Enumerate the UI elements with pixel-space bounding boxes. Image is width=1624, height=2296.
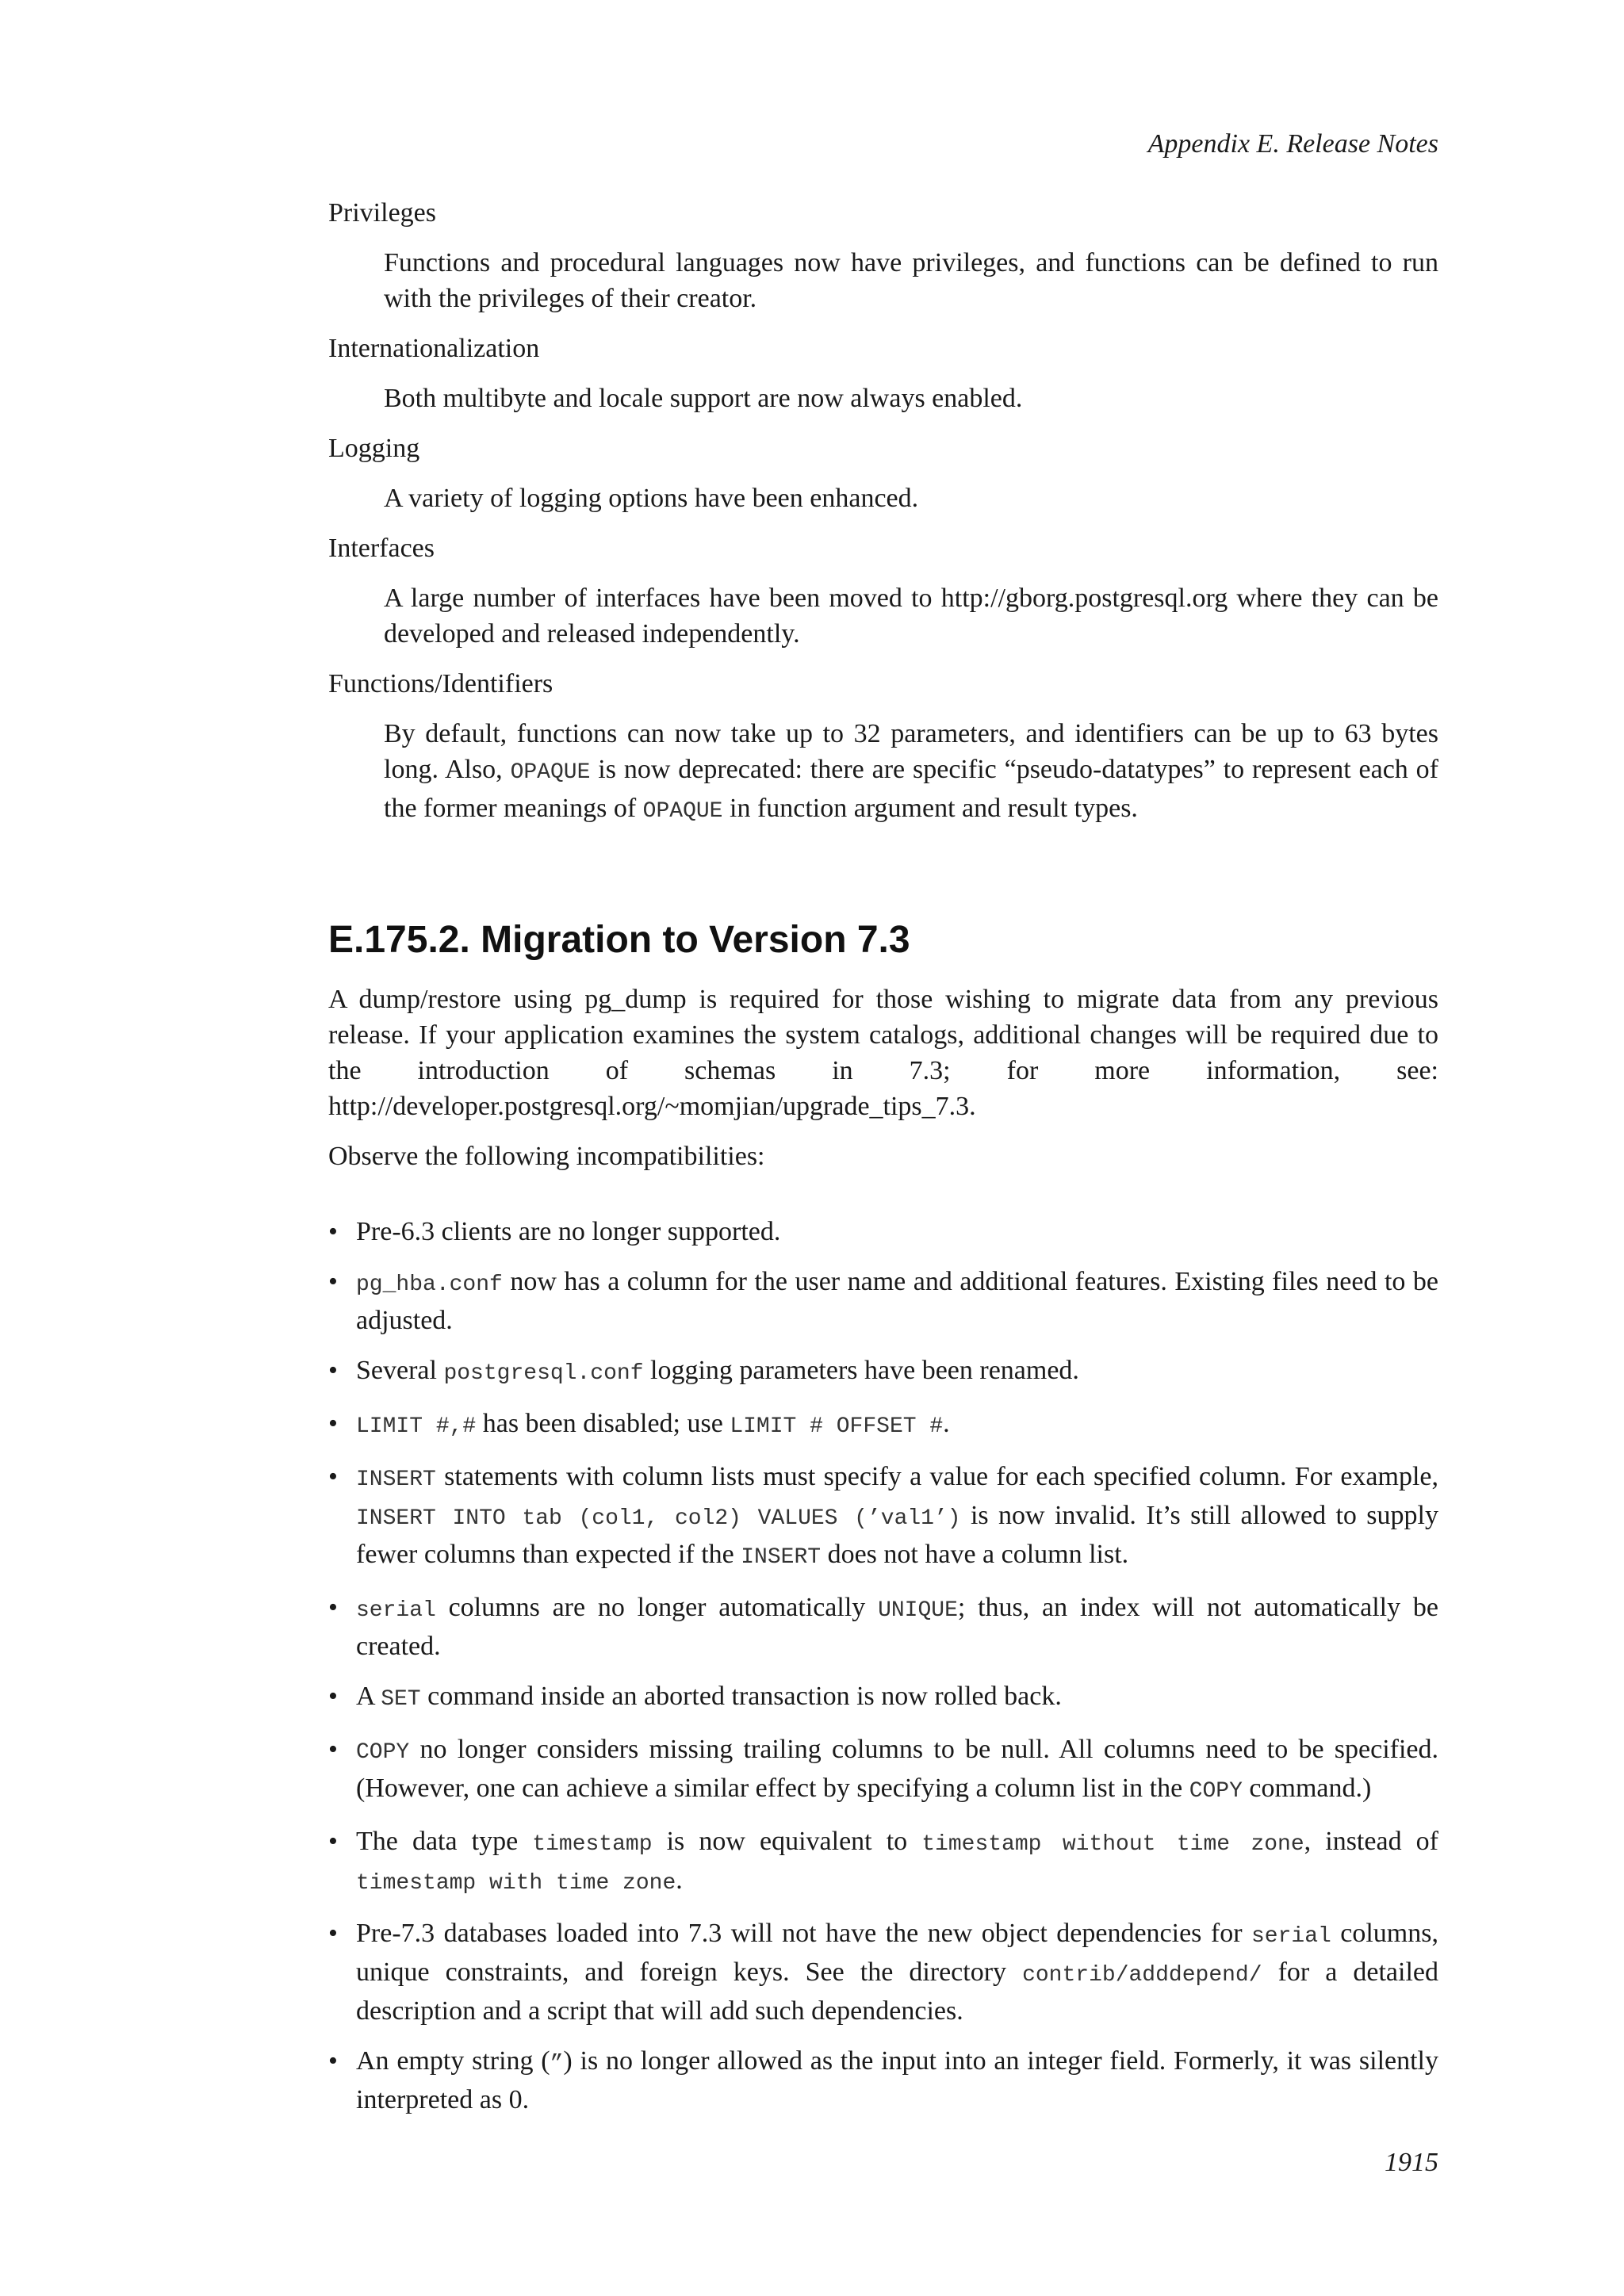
def-functions-identifiers xyxy=(384,716,1438,829)
text: columns are no longer automatically xyxy=(435,1593,879,1622)
text: now has a column for the user name and additional features. Existing files need to be adjusted. xyxy=(356,1267,1438,1335)
code: timestamp without time zone xyxy=(921,1832,1304,1857)
code: LIMIT #,# xyxy=(356,1414,477,1439)
text: The data type xyxy=(356,1827,533,1856)
code: LIMIT # OFFSET # xyxy=(730,1414,944,1439)
def-interfaces: A large number of interfaces have been moved to http://gborg.postgresql.org where they can be developed and released independently. xyxy=(384,584,1438,649)
bullet-icon: • xyxy=(328,1735,338,1764)
bullet-icon: • xyxy=(328,1356,338,1385)
term-functions-identifiers: Functions/Identifiers xyxy=(328,669,553,698)
text: Several xyxy=(356,1356,444,1385)
text: . xyxy=(676,1866,683,1895)
section-heading: E.175.2. Migration to Version 7.3 xyxy=(328,919,910,961)
code: INSERT xyxy=(741,1545,822,1570)
bullet-icon: • xyxy=(328,1217,338,1246)
bullet-icon: • xyxy=(328,1919,338,1948)
text: ; thus, an index will not automatically be created. xyxy=(356,1593,1438,1661)
text: for a detailed description and a script that will add such dependencies. xyxy=(356,1957,1438,2026)
list-item xyxy=(328,1214,1438,1249)
bullet-icon: • xyxy=(328,1593,338,1622)
list-item xyxy=(328,1823,1438,1901)
text: columns, unique constraints, and foreign keys. See the directory xyxy=(356,1919,1438,1987)
bullet-icon: • xyxy=(328,2046,338,2076)
list-item xyxy=(328,1459,1438,1575)
text: in function argument and result types. xyxy=(722,794,1138,823)
list-item xyxy=(328,1406,1438,1445)
code: pg_hba.conf xyxy=(356,1272,503,1297)
text: is now invalid. It’s still allowed to supply fewer columns than expected if the xyxy=(356,1501,1438,1569)
list-item xyxy=(328,1678,1438,1717)
text: By default, functions can now take up to 32 parameters, and identifiers can be up to 63 bytes long. Also, xyxy=(384,719,1438,784)
def-logging: A variety of logging options have been enhanced. xyxy=(384,484,919,513)
text: , instead of xyxy=(1304,1827,1438,1856)
bullet-icon: • xyxy=(328,1409,338,1438)
text: . xyxy=(943,1409,950,1438)
code: SET xyxy=(381,1687,421,1712)
migration-paragraph: A dump/restore using pg_dump is required for those wishing to migrate data from any previous release. If your application examines the system catalogs, additional changes will be required due to the introduction of schemas in 7.3; for more information, see: http://developer.postgresql.org/~momjian/upgrade_tips_7.3. xyxy=(328,985,1438,1121)
text: statements with column lists must specify a value for each specified column. For example, xyxy=(435,1462,1438,1491)
code: UNIQUE xyxy=(878,1598,958,1623)
incompatibilities-intro: Observe the following incompatibilities: xyxy=(328,1142,765,1171)
text: logging parameters have been renamed. xyxy=(643,1356,1079,1385)
code: INSERT INTO tab (col1, col2) VALUES (’val1’) xyxy=(356,1506,961,1531)
term-internationalization: Internationalization xyxy=(328,334,540,363)
text: is now equivalent to xyxy=(652,1827,922,1856)
list-item xyxy=(328,1353,1438,1391)
term-logging: Logging xyxy=(328,434,420,463)
list-item xyxy=(328,1915,1438,2029)
code: serial xyxy=(356,1598,436,1623)
definition-list xyxy=(328,195,1438,829)
text: Pre-6.3 clients are no longer supported. xyxy=(356,1217,781,1246)
code: contrib/adddepend/ xyxy=(1022,1963,1262,1988)
text: is now deprecated: there are specific “pseudo-datatypes” to represent each of the former meanings of xyxy=(384,755,1438,823)
page-number: 1915 xyxy=(1385,2148,1438,2177)
def-privileges: Functions and procedural languages now have privileges, and functions can be defined to run with the privileges of their creator. xyxy=(384,248,1438,313)
term-privileges: Privileges xyxy=(328,198,436,228)
code: COPY xyxy=(1189,1779,1243,1804)
incompatibilities-list xyxy=(328,1214,1438,2118)
list-item xyxy=(328,2043,1438,2118)
bullet-icon: • xyxy=(328,1682,338,1711)
def-internationalization: Both multibyte and locale support are now always enabled. xyxy=(384,384,1023,413)
term-interfaces: Interfaces xyxy=(328,534,435,563)
text: command inside an aborted transaction is now rolled back. xyxy=(420,1682,1062,1711)
text: ) is no longer allowed as the input into an integer field. Formerly, it was silently interpreted as 0. xyxy=(356,2046,1438,2114)
text: has been disabled; use xyxy=(476,1409,730,1438)
code-opaque: OPAQUE xyxy=(510,760,591,785)
code: timestamp with time zone xyxy=(356,1871,676,1896)
list-item xyxy=(328,1264,1438,1338)
running-header: Appendix E. Release Notes xyxy=(1147,129,1438,159)
list-item xyxy=(328,1590,1438,1664)
bullet-icon: • xyxy=(328,1827,338,1856)
code: serial xyxy=(1251,1924,1331,1949)
text: does not have a column list. xyxy=(821,1540,1129,1569)
code: timestamp xyxy=(532,1832,653,1857)
bullet-icon: • xyxy=(328,1267,338,1296)
text: no longer considers missing trailing columns to be null. All columns need to be specified. (However, one can achieve a similar effect by specifying a column list in the xyxy=(356,1735,1438,1803)
code-opaque: OPAQUE xyxy=(642,799,723,824)
page-content xyxy=(328,195,1438,2132)
code: INSERT xyxy=(356,1468,436,1492)
code: ” xyxy=(550,2052,564,2076)
text: command.) xyxy=(1242,1774,1372,1803)
code: COPY xyxy=(356,1740,410,1765)
text: A xyxy=(356,1682,381,1711)
code: postgresql.conf xyxy=(443,1361,644,1386)
text: Pre-7.3 databases loaded into 7.3 will not have the new object dependencies for xyxy=(356,1919,1251,1948)
list-item xyxy=(328,1732,1438,1809)
bullet-icon: • xyxy=(328,1462,338,1491)
text: An empty string ( xyxy=(356,2046,550,2076)
